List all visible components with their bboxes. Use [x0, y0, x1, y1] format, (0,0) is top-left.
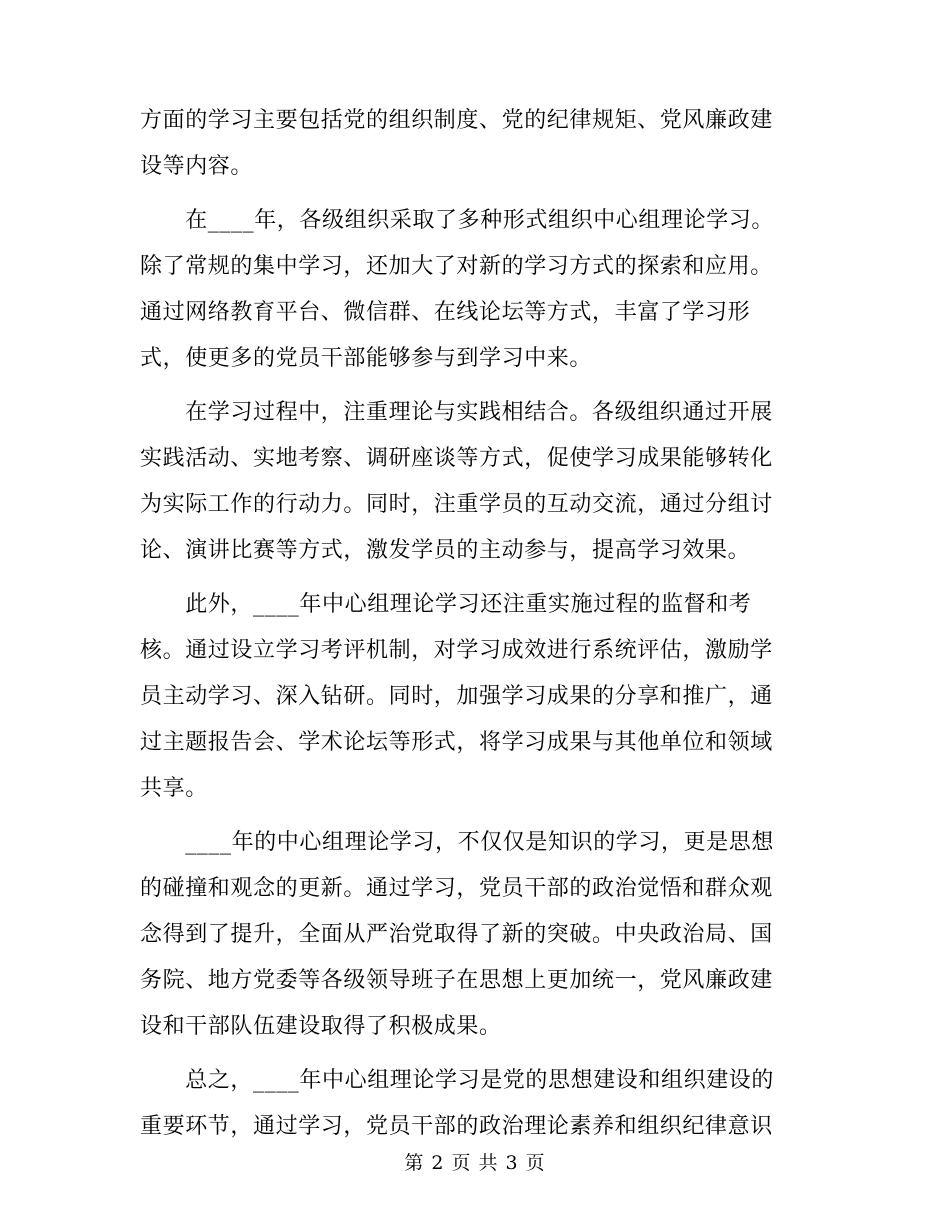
paragraph-5	[140, 820, 800, 1050]
text-line: 念得到了提升，全面从严治党取得了新的突破。中央政治局、国	[140, 922, 773, 947]
text-line: 员主动学习、深入钻研。同时，加强学习成果的分享和推广，通	[140, 684, 773, 709]
text-line: 的碰撞和观念的更新。通过学习，党员干部的政治觉悟和群众观	[140, 876, 773, 901]
text-line: 实践活动、实地考察、调研座谈等方式，促使学习成果能够转化	[140, 446, 773, 471]
paragraph-6	[140, 1058, 800, 1150]
text-line: ____年的中心组理论学习，不仅仅是知识的学习，更是思想	[140, 830, 775, 855]
text-line: 总之，____年中心组理论学习是党的思想建设和组织建设的	[140, 1068, 775, 1093]
paragraph-2	[140, 198, 800, 382]
paragraph-4	[140, 582, 800, 812]
text-line: 共享。	[140, 776, 208, 801]
paragraph-3	[140, 390, 800, 574]
text-line: 设和干部队伍建设取得了积极成果。	[140, 1014, 502, 1039]
text-line: 核。通过设立学习考评机制，对学习成效进行系统评估，激励学	[140, 638, 773, 663]
text-line: 过主题报告会、学术论坛等形式，将学习成果与其他单位和领域	[140, 730, 773, 755]
text-line: 设等内容。	[140, 154, 254, 179]
page-number-footer: 第 2 页 共 3 页	[404, 1152, 546, 1174]
document-body	[140, 98, 800, 1150]
text-line: 式，使更多的党员干部能够参与到学习中来。	[140, 346, 593, 371]
text-line: 通过网络教育平台、微信群、在线论坛等方式，丰富了学习形	[140, 300, 751, 325]
text-line: 在____年，各级组织采取了多种形式组织中心组理论学习。	[140, 208, 775, 233]
text-line: 务院、地方党委等各级领导班子在思想上更加统一，党风廉政建	[140, 968, 773, 993]
text-line: 重要环节，通过学习，党员干部的政治理论素养和组织纪律意识	[140, 1114, 773, 1139]
text-line: 在学习过程中，注重理论与实践相结合。各级组织通过开展	[140, 400, 773, 425]
text-line: 此外，____年中心组理论学习还注重实施过程的监督和考	[140, 592, 752, 617]
text-line: 方面的学习主要包括党的组织制度、党的纪律规矩、党风廉政建	[140, 108, 773, 133]
text-line: 为实际工作的行动力。同时，注重学员的互动交流，通过分组讨	[140, 492, 773, 517]
text-line: 论、演讲比赛等方式，激发学员的主动参与，提高学习效果。	[140, 538, 751, 563]
paragraph-1	[140, 98, 800, 190]
text-line: 除了常规的集中学习，还加大了对新的学习方式的探索和应用。	[140, 254, 773, 279]
